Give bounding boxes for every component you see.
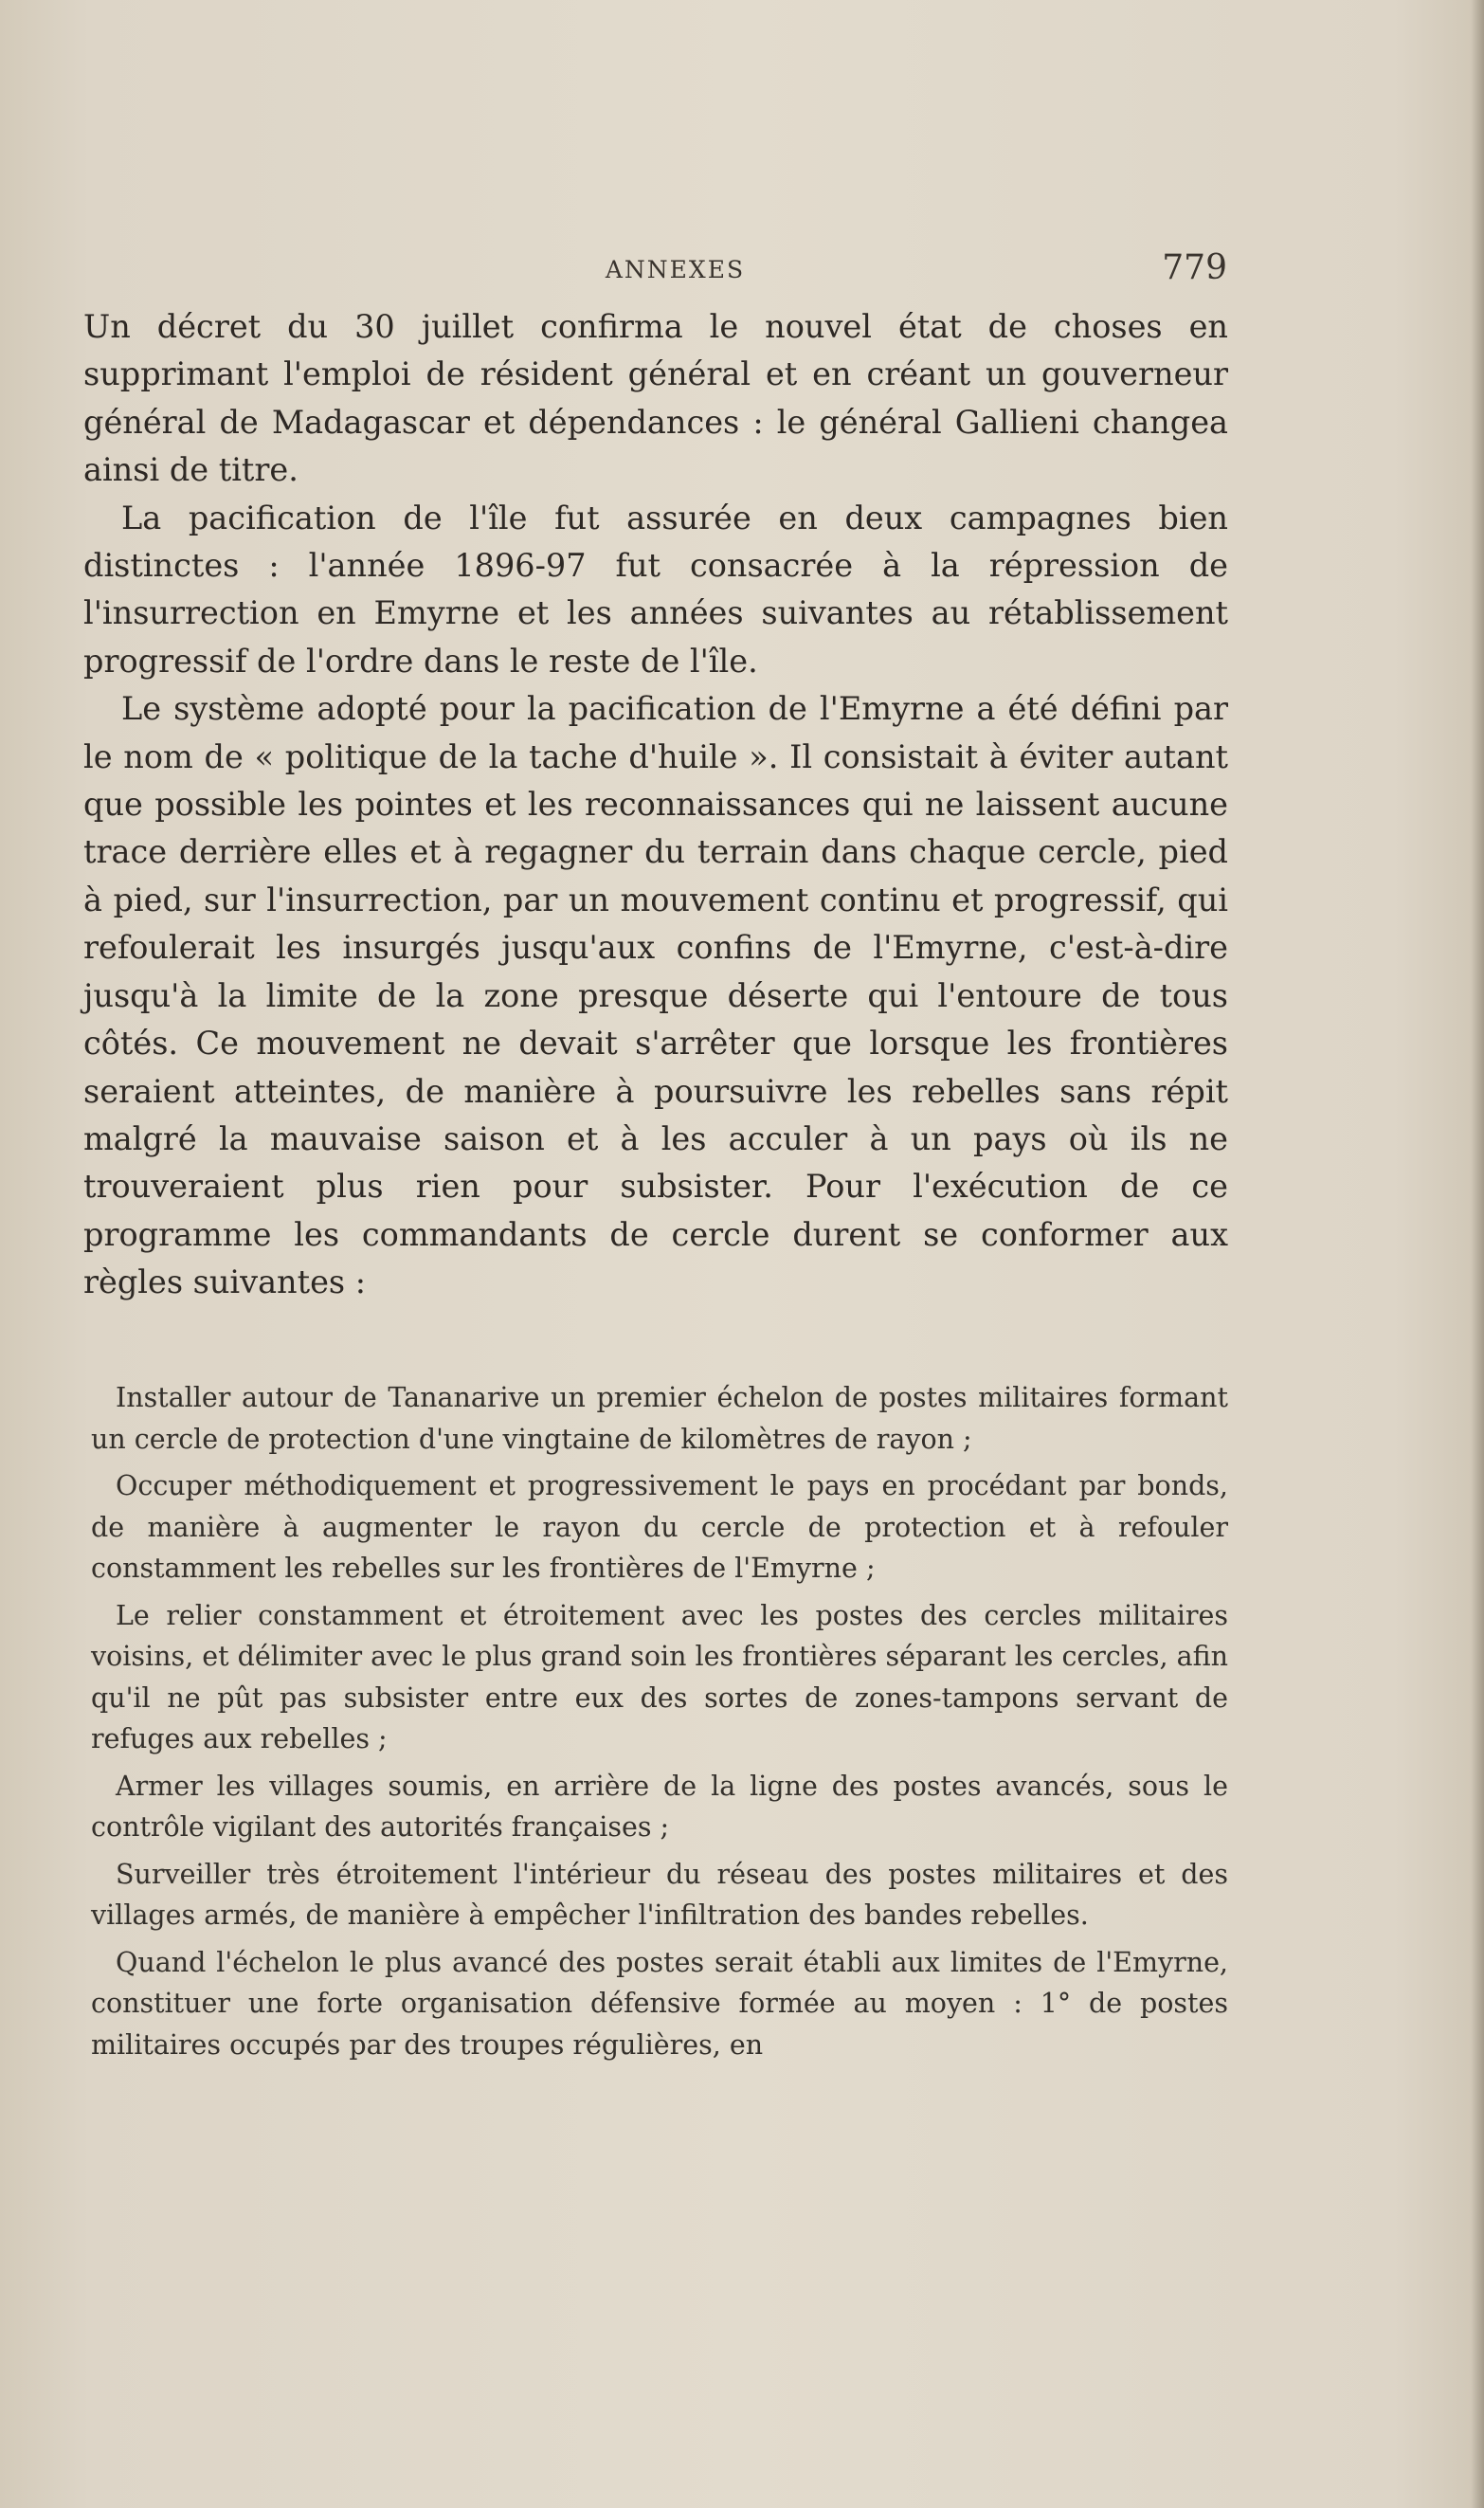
rule-item: Le relier constamment et étroitement avec les postes des cercles militaires voisins, et délimiter avec le plus grand soin les frontières séparant les cercles, afin qu'il ne pût pas subsister entre eux des sortes de zones-tampons servant de refuges aux rebelles ;: [91, 1599, 1228, 1754]
paragraph-decret: Un décret du 30 juillet confirma le nouvel état de choses en supprimant l'emploi de résident général et en créant un gouverneur général de Madagascar et dépendances : le général Gallieni changea ainsi de titre.: [83, 308, 1228, 489]
page-edge-shadow: [1471, 0, 1484, 2508]
paragraph-systeme: Le système adopté pour la pacification de l'Emyrne a été défini par le nom de « politique de la tache d'huile ». Il consistait à éviter autant que possible les pointes et les reconnaissances qui ne laissent aucune trace derrière elles et à regagner du terrain dans chaque cercle, pied à pied, sur l'insurrection, par un mouvement continu et progressif, qui refoulerait les insurgés jusqu'aux confins de l'Emyrne, c'est-à-dire jusqu'à la limite de la zone presque déserte qui l'entoure de tous côtés. Ce mouvement ne devait s'arrêter que lorsque les frontières seraient atteintes, de manière à poursuivre les rebelles sans répit malgré la mauvaise saison et à les acculer à un pays où ils ne trouveraient plus rien pour subsister. Pour l'exécution de ce programme les commandants de cercle durent se conformer aux règles suivantes :: [83, 690, 1228, 1301]
rule-item: Surveiller très étroitement l'intérieur du réseau des postes militaires et des villages armés, de manière à empêcher l'infiltration des bandes rebelles.: [91, 1858, 1228, 1931]
rule-item: Armer les villages soumis, en arrière de la ligne des postes avancés, sous le contrôle vigilant des autorités françaises ;: [91, 1770, 1228, 1843]
rule-item: Installer autour de Tananarive un premier échelon de postes militaires formant un cercle de protection d'une vingtaine de kilomètres de rayon ;: [91, 1382, 1228, 1455]
rule-item: Quand l'échelon le plus avancé des postes serait établi aux limites de l'Emyrne, constituer une forte organisation défensive formée au moyen : 1° de postes militaires occupés par des troupes régulières, en: [91, 1946, 1228, 2061]
page-header: [123, 248, 1227, 296]
page-number: 779: [1162, 248, 1227, 287]
rules-list: [91, 1377, 1228, 2071]
paragraph-pacification: La pacification de l'île fut assurée en deux campagnes bien distinctes : l'année 1896-97 fut consacrée à la répression de l'insurrection en Emyrne et les années suivantes au rétablissement progressif de l'ordre dans le reste de l'île.: [83, 499, 1228, 680]
rule-item: Occuper méthodiquement et progressivement le pays en procédant par bonds, de manière à augmenter le rayon du cercle de protection et à refouler constamment les rebelles sur les frontières de l'Emyrne ;: [91, 1470, 1228, 1584]
running-head: ANNEXES: [605, 256, 746, 283]
main-text: [83, 303, 1228, 1307]
